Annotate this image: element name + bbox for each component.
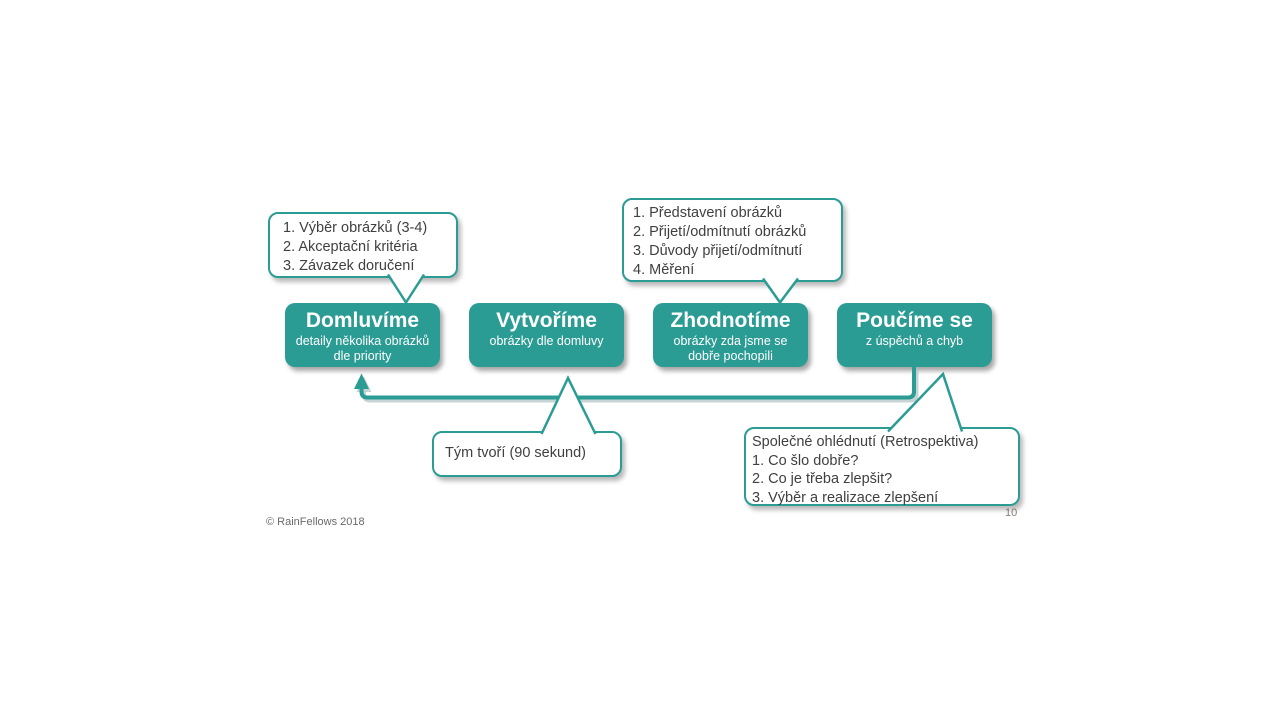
process-box-poucime-se bbox=[837, 303, 992, 367]
process-box-vytvorime bbox=[469, 303, 624, 367]
callout-line: 2. Akceptační kritéria bbox=[283, 239, 418, 255]
callout-line: Tým tvoří (90 sekund) bbox=[445, 445, 587, 461]
feedback-arrow bbox=[354, 366, 914, 398]
box-subtitle: detaily několika obrázků dle priority bbox=[295, 334, 430, 363]
process-box-domluvime bbox=[285, 303, 440, 367]
callout-retrospective bbox=[744, 427, 1020, 506]
callout-line: 1. Výběr obrázků (3-4) bbox=[283, 220, 428, 236]
callout-line: Společné ohlédnutí (Retrospektiva) bbox=[752, 434, 979, 450]
callout-line: 1. Co šlo dobře? bbox=[752, 452, 859, 469]
box-title: Vytvoříme bbox=[496, 309, 597, 332]
callout-team-creates bbox=[432, 431, 622, 477]
box-subtitle: obrázky zda jsme se dobře pochopili bbox=[673, 334, 788, 363]
callout-pointer-agree bbox=[388, 275, 424, 303]
box-title: Domluvíme bbox=[305, 309, 420, 332]
callout-line: 1. Představení obrázků bbox=[633, 205, 783, 221]
callout-line: 3. Výběr a realizace zlepšení bbox=[752, 489, 939, 506]
callout-line: 2. Přijetí/odmítnutí obrázků bbox=[633, 224, 807, 240]
page-number: 10 bbox=[1005, 507, 1018, 519]
box-title: Zhodnotíme bbox=[670, 309, 791, 332]
box-subtitle: z úspěchů a chyb bbox=[865, 334, 964, 348]
callout-agree bbox=[268, 212, 458, 278]
callout-line: 3. Důvody přijetí/odmítnutí bbox=[633, 243, 803, 259]
box-title: Poučíme se bbox=[856, 309, 973, 332]
callout-line: 4. Měření bbox=[633, 262, 695, 278]
callout-line: 2. Co je třeba zlepšit? bbox=[752, 471, 893, 487]
feedback-arrow-shadow bbox=[357, 369, 917, 401]
callout-pointer-retro bbox=[888, 374, 962, 432]
box-subtitle: obrázky dle domluvy bbox=[489, 334, 604, 348]
callout-evaluate bbox=[622, 198, 843, 282]
callout-pointer-team bbox=[542, 378, 596, 434]
footer-copyright: © RainFellows 2018 bbox=[266, 516, 365, 528]
process-box-zhodnotime bbox=[653, 303, 808, 367]
arrow-head bbox=[354, 374, 369, 390]
callout-pointer-evaluate bbox=[763, 279, 798, 303]
callout-line: 3. Závazek doručení bbox=[283, 258, 415, 274]
